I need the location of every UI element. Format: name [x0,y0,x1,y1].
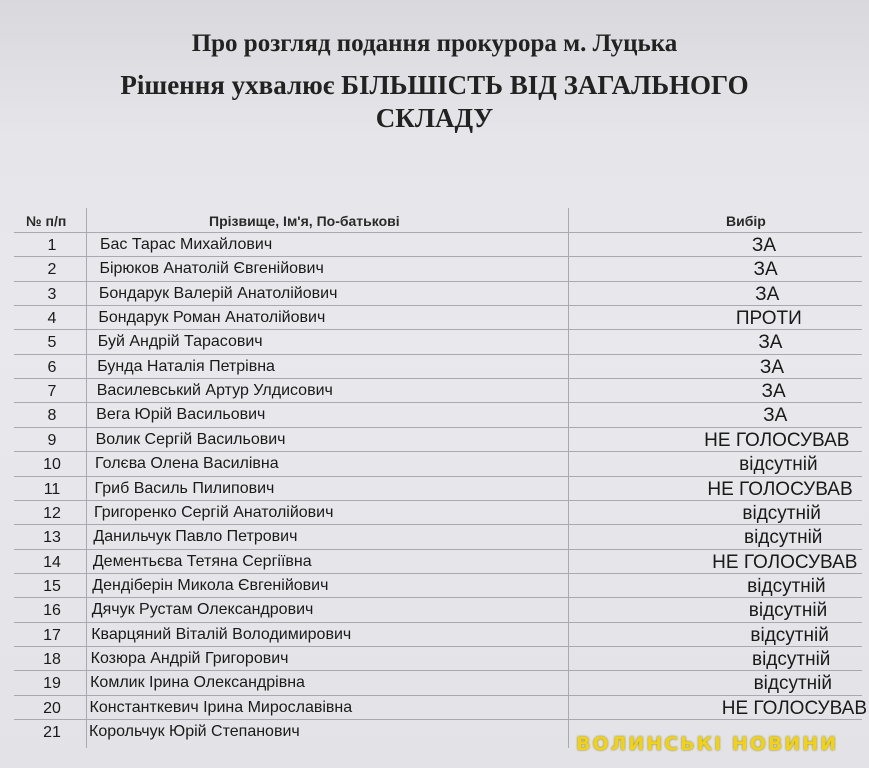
row-fullname: Кварцяний Віталій Володимирович [91,625,352,643]
row-fullname: Бондарук Роман Анатолійович [98,309,326,327]
row-fullname: Козюра Андрій Григорович [90,649,289,667]
header-name: Прізвище, Ім'я, По-батькові [209,213,400,229]
row-number: 11 [43,480,61,498]
table-row [14,670,862,695]
row-vote: відсутній [739,454,818,476]
row-vote: відсутній [748,600,828,622]
row-number: 17 [43,626,61,644]
row-fullname: Корольчук Юрій Степанович [89,723,300,740]
row-fullname: Василевський Артур Улдисович [96,382,333,400]
row-vote: ПРОТИ [735,308,802,330]
table-row [14,597,862,622]
row-fullname: Волик Сергій Васильович [95,430,286,448]
row-fullname: Бас Тарас Михайлович [100,236,273,253]
row-number: 13 [43,529,61,547]
table-row [14,329,862,354]
row-number: 2 [47,261,57,279]
row-fullname: Константкевич Ірина Мирославівна [89,698,353,716]
document-title: Про розгляд подання прокурора м. Луцька [191,30,678,57]
row-vote: ЗА [753,259,778,281]
row-number: 10 [43,456,61,474]
row-fullname: Дендіберін Микола Євгенійович [92,576,329,594]
table-header [14,208,862,232]
table-row [14,695,868,720]
row-number: 5 [47,334,57,352]
row-fullname: Голєва Олена Василівна [95,455,279,473]
table-row [14,476,862,501]
row-fullname: Григоренко Сергій Анатолійович [93,503,334,521]
row-vote: відсутній [743,527,823,549]
table-row [14,256,862,281]
table-row [14,378,862,403]
row-vote: НЕ ГОЛОСУВАВ [704,429,850,451]
row-vote: ЗА [751,235,777,256]
header-vote: Вибір [726,213,766,229]
row-number: 16 [43,602,61,620]
row-fullname: Бондарук Валерій Анатолійович [98,284,338,302]
table-row [14,646,862,671]
row-vote: відсутній [753,673,833,695]
row-fullname: Дячук Рустам Олександрович [91,601,314,619]
row-vote: відсутній [750,624,829,646]
row-vote: ЗА [759,356,785,378]
table-row [14,232,862,257]
row-number: 15 [43,577,61,595]
row-fullname: Данильчук Павло Петрович [93,528,298,546]
row-fullname: Комлик Ірина Олександрівна [90,674,305,692]
decision-rule-line2: СКЛАДУ [375,103,494,133]
row-number: 6 [47,358,57,376]
row-fullname: Бунда Наталія Петрівна [97,357,275,375]
row-vote: ЗА [755,283,780,305]
row-vote: ЗА [758,332,783,354]
row-number: 9 [47,431,57,449]
row-number: 7 [47,383,57,401]
table-row [14,427,862,452]
table-row [14,451,862,476]
row-vote: ЗА [763,405,788,427]
row-fullname: Гриб Василь Пилипович [94,479,275,497]
table-row [14,524,862,549]
table-row [14,402,862,427]
row-vote: відсутній [751,648,831,670]
row-number: 21 [43,724,61,741]
row-number: 12 [43,504,61,522]
row-number: 14 [43,553,61,571]
row-vote: НЕ ГОЛОСУВАВ [707,478,853,500]
row-number: 3 [47,285,57,303]
row-vote: НЕ ГОЛОСУВАВ [721,697,868,719]
table-row [14,354,862,379]
row-fullname: Дементьєва Тетяна Сергіївна [92,552,312,570]
table-row [14,281,862,306]
header-num: № п/п [26,213,67,229]
table-row [14,500,862,525]
table-row [14,549,862,574]
table-row [14,622,862,647]
row-vote: відсутній [742,502,821,524]
row-number: 20 [43,699,61,717]
row-number: 4 [47,310,57,328]
table-row [14,573,862,598]
table-row [14,305,862,330]
row-fullname: Вега Юрій Васильович [96,406,266,424]
row-fullname: Бірюков Анатолій Євгенійович [99,260,324,278]
watermark-logo: ВОЛИНСЬКІ НОВИНИ [576,733,839,755]
row-number: 1 [47,237,57,254]
row-number: 8 [47,407,57,425]
row-vote: НЕ ГОЛОСУВАВ [712,551,858,573]
row-vote: ЗА [761,381,786,403]
decision-rule-line1: Рішення ухвалює БІЛЬШІСТЬ ВІД ЗАГАЛЬНОГО [120,70,749,100]
row-number: 18 [43,650,61,668]
row-vote: відсутній [747,575,826,597]
row-fullname: Буй Андрій Тарасович [97,333,263,351]
row-number: 19 [43,675,61,693]
